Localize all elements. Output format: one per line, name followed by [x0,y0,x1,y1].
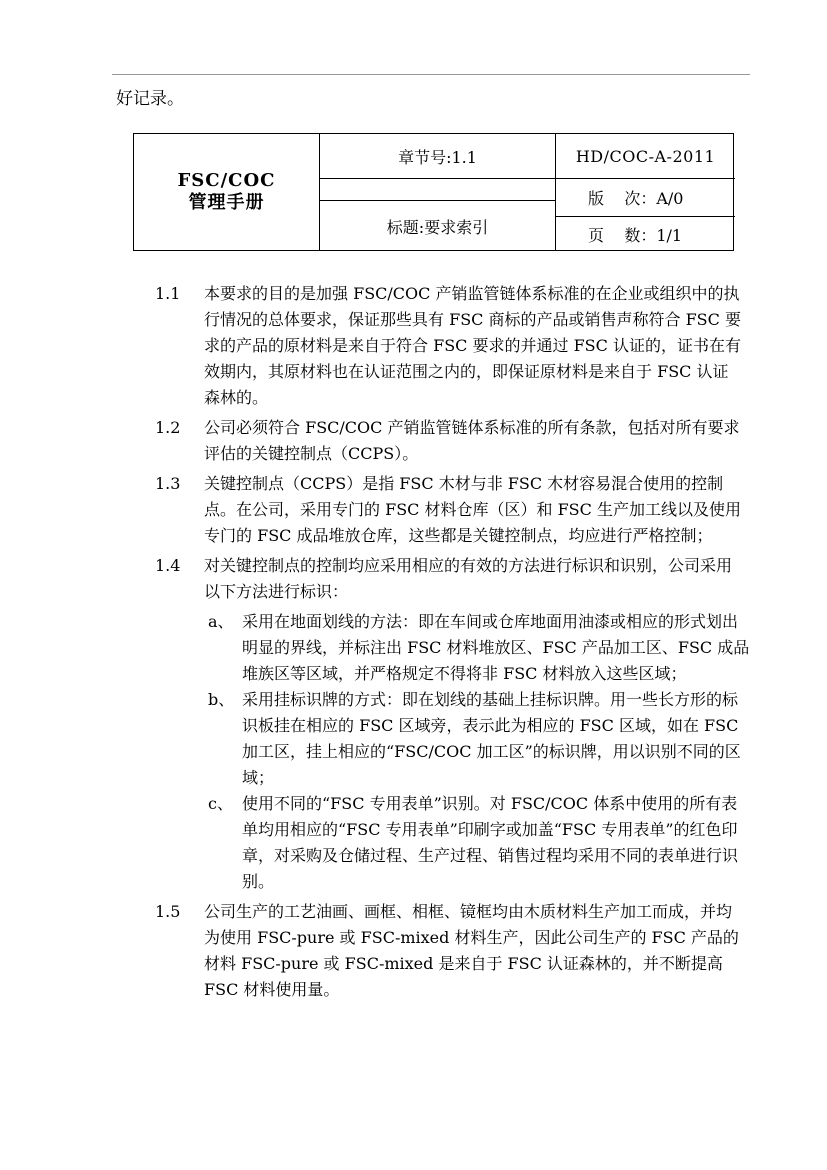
clause-number: 1.5 [155,902,181,921]
clause-number: 1.1 [155,284,181,303]
clause-item [0,553,827,605]
sub-clause-item [0,609,827,687]
top-rule [112,74,750,75]
sub-clause-letter: b、 [208,690,235,709]
clause-text: 本要求的目的是加强 FSC/COC 产销监管链体系标准的在企业或组织中的执行情况的总体要求，保证那些具有 FSC 商标的产品或销售声称符合 FSC 要求的产品的原材料是来自于符合 FSC 要求的并通过 FSC 认证的，证书在有效期内，其原材料也在认证范围之内的，即保证原材料是来自于 FSC 认证森林的。 [204,284,741,407]
clause-number: 1.2 [155,418,181,437]
sub-clause-text: 使用不同的“FSC 专用表单”识别。对 FSC/COC 体系中使用的所有表单均用相应的“FSC 专用表单”印刷字或加盖“FSC 专用表单”的红色印章，对采购及仓储过程、生产过程、销售过程均采用不同的表单进行识别。 [242,794,739,891]
clause-text: 对关键控制点的控制均应采用相应的有效的方法进行标识和识别，公司采用以下方法进行标识： [204,556,733,601]
page-count-field: 页 数：1/1 [588,225,683,245]
manual-title [134,134,320,250]
manual-title-line2: 管理手册 [188,192,265,213]
sub-clause-letter: c、 [208,794,233,813]
clause-item [0,415,827,467]
document-code: HD/COC-A-2011 [556,134,735,179]
chapter-number: 章节号:1.1 [320,134,556,179]
clause-text: 关键控制点（CCPS）是指 FSC 木材与非 FSC 木材容易混合使用的控制点。在公司，采用专门的 FSC 材料仓库（区）和 FSC 生产加工线以及使用专门的 FSC 成品堆放仓库，这些都是关键控制点，均应进行严格控制； [204,474,741,545]
manual-title-line1: FSC/COC [177,170,276,191]
clause-item [0,899,827,1003]
sub-clause-letter: a、 [208,612,234,631]
version-field: 版 次：A/0 [556,179,735,217]
clause-number: 1.4 [155,556,181,575]
sub-clause-item [0,791,827,895]
document-header-table [133,133,734,251]
clause-item [0,471,827,549]
clause-item [0,281,827,411]
requirements-body [0,281,827,1007]
section-subject: 标题:要求索引 [320,201,556,251]
sub-clause-text: 采用在地面划线的方法：即在车间或仓库地面用油漆或相应的形式划出明显的界线，并标注出 FSC 材料堆放区、FSC 产品加工区、FSC 成品堆族区等区域，并严格规定不得将非 FSC 材料放入这些区域； [242,612,750,683]
sub-clause-item [0,687,827,791]
clause-text: 公司必须符合 FSC/COC 产销监管链体系标准的所有条款，包括对所有要求评估的关键控制点（CCPS）。 [204,418,740,463]
carry-over-text: 好记录。 [116,89,184,109]
clause-number: 1.3 [155,474,181,493]
blank-cell [320,179,556,201]
clause-text: 公司生产的工艺油画、画框、相框、镜框均由木质材料生产加工而成，并均为使用 FSC-pure 或 FSC-mixed 材料生产，因此公司生产的 FSC 产品的材料 FSC-pure 或 FSC-mixed 是来自于 FSC 认证森林的，并不断提高 FSC 材料使用量。 [204,902,739,999]
sub-clause-text: 采用挂标识牌的方式：即在划线的基础上挂标识牌。用一些长方形的标识板挂在相应的 FSC 区域旁，表示此为相应的 FSC 区域，如在 FSC 加工区，挂上相应的“FSC/COC 加工区”的标识牌，用以识别不同的区域； [242,690,741,787]
